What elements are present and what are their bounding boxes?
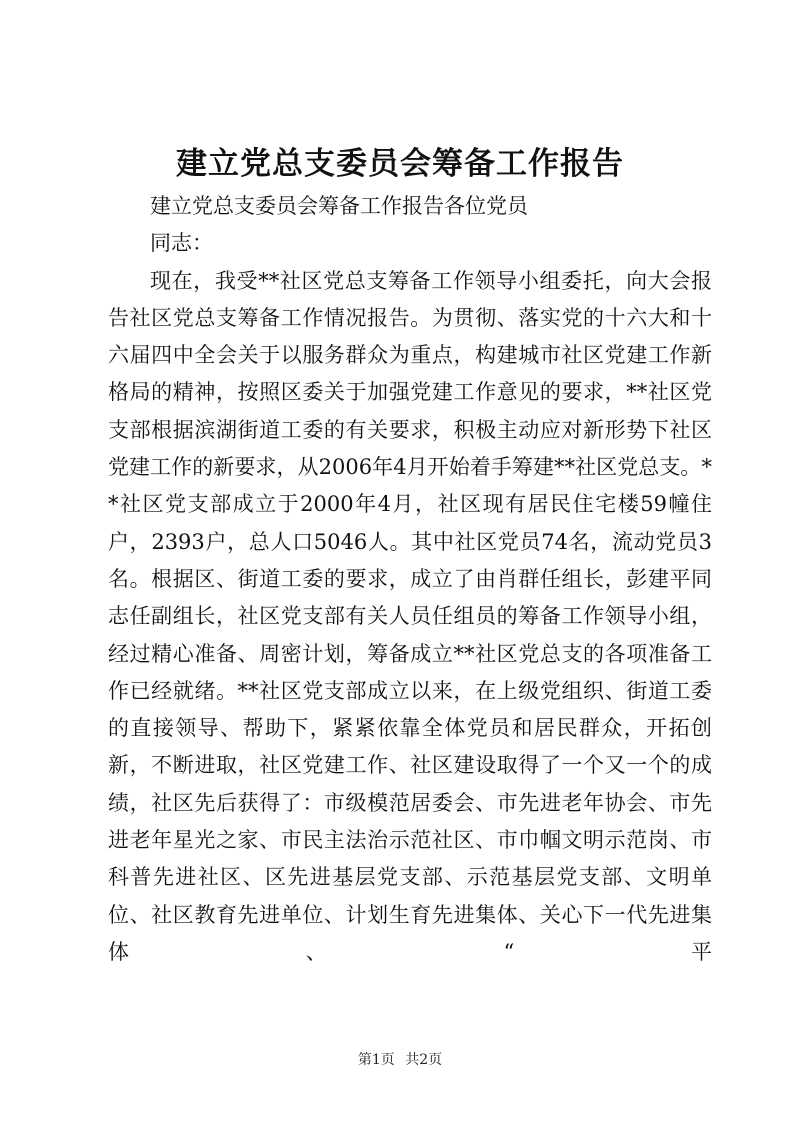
salutation-line-1: 建立党总支委员会筹备工作报告各位党员 (150, 194, 528, 218)
document-body (108, 188, 712, 971)
page-footer (0, 1049, 800, 1069)
page-total: 共2页 (405, 1052, 443, 1068)
report-body-paragraph: 现在，我受**社区党总支筹备工作领导小组委托，向大会报告社区党总支筹备工作情况报告。为贯彻、落实党的十六大和十六届四中全会关于以服务群众为重点，构建城市社区党建工作新格局的精神，按照区委关于加强党建工作意见的要求，**社区党支部根据滨湖街道工委的有关要求，积极主动应对新形势下社区党建工作的新要求，从2006年4月开始着手筹建**社区党总支。**社区党支部成立于2000年4月，社区现有居民住宅楼59幢住户，2393户，总人口5046人。其中社区党员74名，流动党员3名。根据区、街道工委的要求，成立了由肖群任组长，彭建平同志任副组长，社区党支部有关人员任组员的筹备工作领导小组，经过精心准备、周密计划，筹备成立**社区党总支的各项准备工作已经就绪。**社区党支部成立以来，在上级党组织、街道工委的直接领导、帮助下，紧紧依靠全体党员和居民群众，开拓创新，不断进取，社区党建工作、社区建设取得了一个又一个的成绩，社区先后获得了：市级模范居委会、市先进老年协会、市先进老年星光之家、市民主法治示范社区、市巾帼文明示范岗、市科普先进社区、区先进基层党支部、示范基层党支部、文明单位、社区教育先进单位、计划生育先进集体、关心下一代先进集体、“平 (108, 268, 712, 964)
page-number: 第1页 (357, 1052, 395, 1068)
salutation-line-2: 同志： (150, 231, 213, 256)
document-title: 建立党总支委员会筹备工作报告 (176, 146, 624, 182)
